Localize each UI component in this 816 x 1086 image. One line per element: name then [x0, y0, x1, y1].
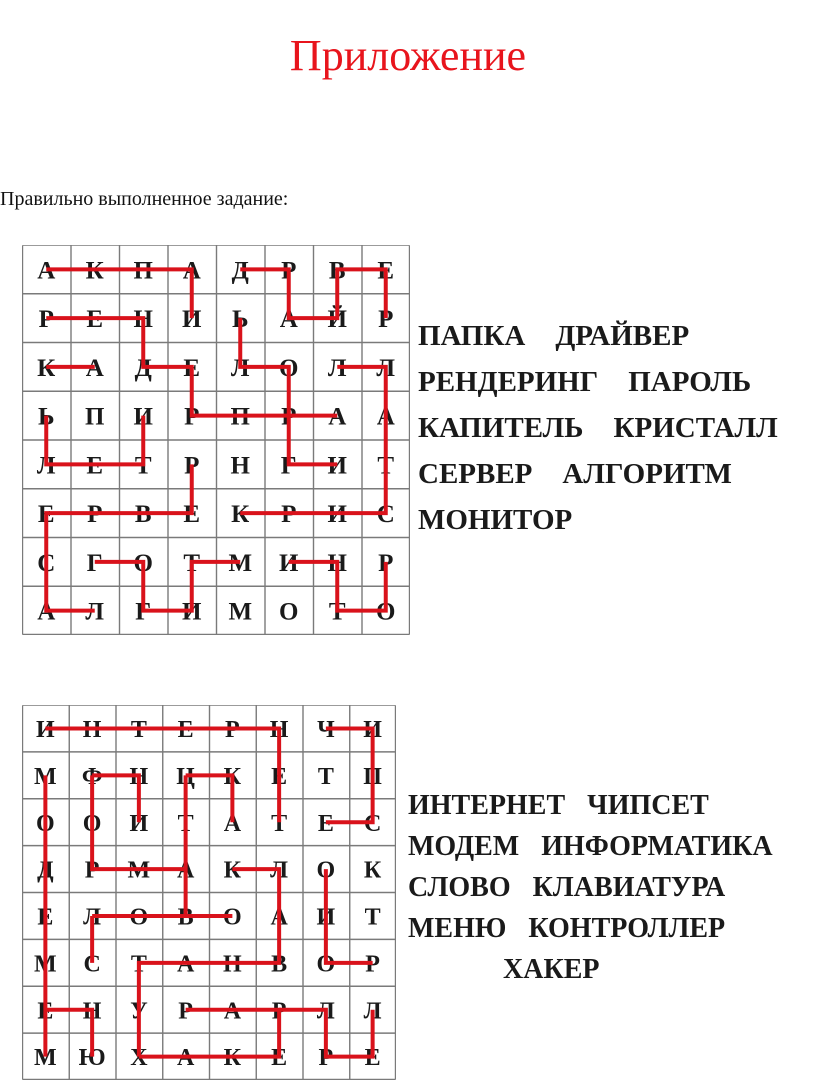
grid-letter: А [270, 904, 288, 931]
grid-letter: В [271, 951, 288, 978]
grid-letter: К [223, 1045, 242, 1072]
grid-letter: Р [365, 951, 380, 978]
grid-letter: Е [183, 354, 201, 382]
grid-letter: Т [130, 717, 147, 744]
grid-letter: О [36, 810, 55, 837]
grid-letter: И [363, 717, 382, 744]
grid-letter: И [129, 810, 149, 837]
grid-letter: Л [363, 998, 382, 1025]
grid-letter: Р [318, 1045, 334, 1072]
grid-letter: М [34, 763, 57, 790]
word-item: КОНТРОЛЛЕР [528, 913, 726, 944]
grid-letter: К [37, 354, 56, 382]
grid-letter: Н [223, 951, 242, 978]
grid-letter: О [82, 810, 102, 837]
word-item: ИНФОРМАТИКА [541, 831, 773, 862]
grid-letter: Е [271, 1045, 288, 1072]
grid-letter: А [376, 403, 395, 431]
grid-letter: Е [37, 904, 54, 931]
word-item: КАПИТЕЛЬ [418, 412, 584, 444]
grid-letter: Н [82, 717, 102, 744]
word-item: ИНТЕРНЕТ [408, 790, 566, 821]
grid-letter: Е [317, 810, 334, 837]
word-item: ДРАЙВЕР [555, 320, 690, 352]
word-item: СЛОВО [408, 872, 511, 903]
grid-letter: Й [327, 306, 347, 334]
grid-letter: И [327, 501, 347, 529]
word-row [408, 785, 773, 826]
word-row [418, 359, 778, 405]
grid-letter: Р [281, 403, 297, 431]
word-row [408, 908, 773, 949]
grid-letter: К [223, 857, 242, 884]
word-row [408, 826, 773, 867]
grid-letter: Т [183, 549, 201, 577]
word-item: МОДЕМ [408, 831, 520, 862]
grid-letter: О [376, 598, 396, 626]
word-list-2 [408, 785, 773, 990]
grid-letter: Е [86, 306, 104, 334]
grid-letter: М [228, 549, 253, 577]
grid-letter: Л [327, 354, 347, 382]
page-title: Приложение [289, 31, 527, 80]
word-item: МЕНЮ [408, 913, 507, 944]
grid-letter: И [279, 549, 299, 577]
grid-letter: О [133, 549, 153, 577]
grid-letter: О [279, 598, 299, 626]
word-search-grid-2 [22, 705, 396, 1080]
grid-letter: А [182, 257, 201, 285]
word-item: ХАКЕР [503, 954, 600, 985]
grid-letter: Ь [37, 403, 55, 431]
grid-letter: Т [177, 810, 194, 837]
grid-letter: И [327, 452, 347, 480]
word-item: КРИСТАЛЛ [613, 412, 778, 444]
grid-letter: Д [37, 857, 54, 884]
grid-letter: М [228, 598, 253, 626]
grid-letter: О [316, 857, 336, 884]
grid-letter: Р [225, 717, 240, 744]
grid-letter: Р [281, 257, 297, 285]
grid-letter: Н [269, 717, 289, 744]
grid-letter: Ю [78, 1045, 106, 1072]
grid-letter: О [316, 951, 336, 978]
grid-letter: Е [37, 501, 55, 529]
grid-letter: О [223, 904, 242, 931]
grid-letter: Н [133, 306, 153, 334]
grid-letter: Т [364, 904, 381, 931]
grid-letter: А [176, 857, 195, 884]
grid-letter: А [176, 1045, 195, 1072]
grid-letter: Т [130, 951, 147, 978]
grid-letter: В [328, 257, 346, 285]
grid-letter: П [363, 763, 382, 790]
grid-letter: С [37, 549, 56, 577]
grid-letter: Д [134, 354, 152, 382]
grid-letter: А [223, 810, 242, 837]
grid-letter: П [85, 403, 105, 431]
grid-letter: О [279, 354, 299, 382]
grid-letter: Г [86, 549, 103, 577]
grid-letter: Д [231, 257, 249, 285]
grid-letter: Р [184, 403, 200, 431]
grid-letter: К [363, 857, 382, 884]
word-row [503, 949, 773, 990]
grid-letter: Т [377, 452, 395, 480]
grid-letter: С [376, 501, 395, 529]
grid-letter: Л [316, 998, 335, 1025]
grid-letter: А [176, 951, 195, 978]
grid-letter: А [85, 354, 104, 382]
word-item: ПАРОЛЬ [628, 366, 752, 398]
grid-letter: Ц [176, 763, 195, 790]
grid-letter: П [230, 403, 250, 431]
grid-letter: Р [87, 501, 103, 529]
word-list-1 [418, 313, 778, 543]
grid-letter: Ч [317, 717, 335, 744]
word-item: РЕНДЕРИНГ [418, 366, 599, 398]
grid-letter: С [83, 951, 101, 978]
grid-letter: Р [178, 998, 193, 1025]
grid-letter: А [223, 998, 242, 1025]
grid-letter: Р [84, 857, 100, 884]
word-row [418, 405, 778, 451]
grid-letter: Н [230, 452, 250, 480]
grid-letter: А [37, 598, 56, 626]
grid-letter: Г [135, 598, 152, 626]
grid-letter: А [37, 257, 56, 285]
grid-letter: М [34, 951, 57, 978]
grid-letter: Н [129, 763, 149, 790]
grid-letter: И [182, 598, 202, 626]
grid-letter: Н [327, 549, 347, 577]
grid-letter: С [363, 810, 382, 837]
grid-letter: Е [377, 257, 395, 285]
grid-letter: В [134, 501, 152, 529]
grid-letter: Н [82, 998, 102, 1025]
grid-letter: И [316, 904, 336, 931]
grid-letter: Е [271, 763, 288, 790]
grid-letter: Т [134, 452, 152, 480]
word-item: АЛГОРИТМ [562, 458, 732, 490]
grid-letter: И [36, 717, 55, 744]
grid-letter: Р [271, 998, 287, 1025]
grid-letter: Е [86, 452, 104, 480]
word-row [418, 313, 778, 359]
grid-letter: О [129, 904, 149, 931]
grid-letter: А [279, 306, 298, 334]
grid-letter: Р [38, 306, 54, 334]
grid-letter: Е [37, 998, 54, 1025]
word-item: СЕРВЕР [418, 458, 533, 490]
grid-letter: Е [183, 501, 201, 529]
word-row [418, 497, 778, 543]
grid-letter: Ф [81, 763, 103, 790]
grid-letter: М [34, 1045, 57, 1072]
grid-letter: Х [130, 1045, 148, 1072]
grid-letter: В [177, 904, 194, 931]
grid-letter: Е [177, 717, 194, 744]
grid-letter: К [85, 257, 104, 285]
intro-text: Правильно выполненное задание: [0, 188, 289, 210]
grid-letter: Л [376, 354, 396, 382]
grid-letter: И [182, 306, 202, 334]
grid-letter: К [223, 763, 242, 790]
grid-letter: Л [270, 857, 289, 884]
grid-letter: М [127, 857, 151, 884]
grid-letter: К [231, 501, 250, 529]
grid-letter: Л [230, 354, 250, 382]
grid-letter: Р [281, 501, 297, 529]
grid-letter: Л [85, 598, 105, 626]
grid-letter: Л [36, 452, 56, 480]
grid-letter: А [328, 403, 347, 431]
word-search-grid-1 [22, 245, 410, 635]
grid-letter: Е [364, 1045, 381, 1072]
grid-letter: Т [328, 598, 346, 626]
word-item: МОНИТОР [418, 504, 573, 536]
grid-letter: Г [280, 452, 297, 480]
grid-letter: У [130, 998, 148, 1025]
grid-letter: Л [83, 904, 102, 931]
grid-letter: Т [271, 810, 288, 837]
word-item: ЧИПСЕТ [587, 790, 709, 821]
grid-letter: Р [378, 549, 394, 577]
grid-letter: Ь [231, 306, 249, 334]
grid-letter: П [133, 257, 153, 285]
grid-letter: Р [184, 452, 200, 480]
word-item: КЛАВИАТУРА [532, 872, 726, 903]
grid-letter: Т [317, 763, 334, 790]
grid-letter: И [133, 403, 153, 431]
word-row [408, 867, 773, 908]
word-row [418, 451, 778, 497]
word-item: ПАПКА [418, 320, 526, 352]
grid-letter: Р [378, 306, 394, 334]
